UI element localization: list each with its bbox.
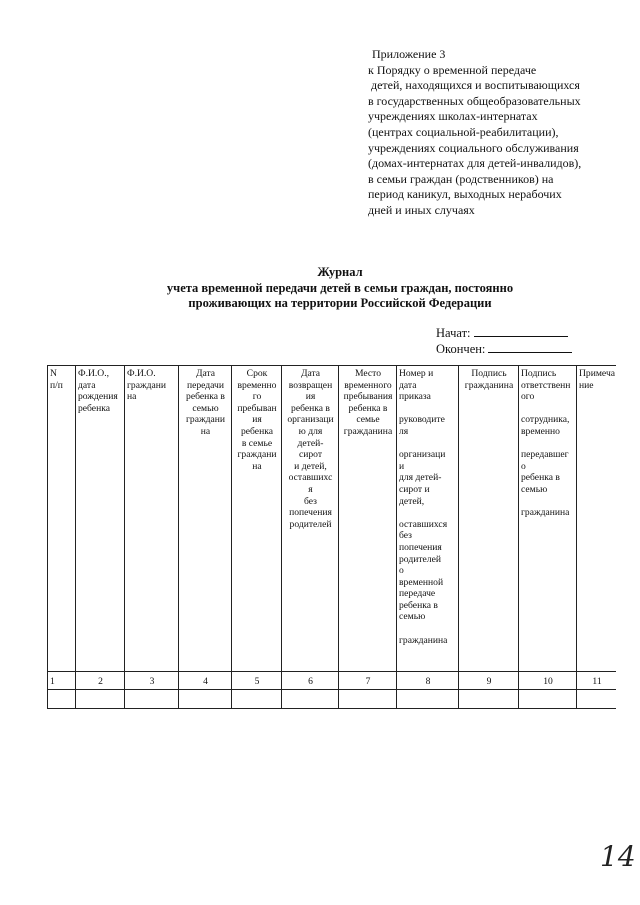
journal-title bbox=[140, 265, 540, 312]
column-number: 11 bbox=[577, 672, 617, 690]
title-line-1: Журнал bbox=[317, 265, 363, 279]
empty-cell[interactable] bbox=[282, 690, 339, 709]
header-cell: Дата возвращен ия ребенка в организаци ю для детей- сирот и детей, оставшихс я без попечения родителей bbox=[282, 366, 339, 672]
ended-blank-line bbox=[488, 341, 572, 353]
empty-cell[interactable] bbox=[577, 690, 617, 709]
appendix-line: (центрах социальной-реабилитации), bbox=[368, 124, 559, 139]
appendix-line: дней и иных случаях bbox=[368, 202, 475, 217]
header-cell: Дата передачи ребенка в семью граждани на bbox=[179, 366, 232, 672]
journal-table bbox=[47, 365, 616, 709]
appendix-line: Приложение 3 bbox=[372, 47, 446, 61]
empty-cell[interactable] bbox=[125, 690, 179, 709]
empty-cell[interactable] bbox=[339, 690, 397, 709]
column-number-row bbox=[48, 672, 617, 690]
empty-cell[interactable] bbox=[459, 690, 519, 709]
title-line-2: учета временной передачи детей в семьи граждан, постоянно bbox=[166, 280, 514, 295]
column-number: 5 bbox=[232, 672, 282, 690]
column-number: 8 bbox=[397, 672, 459, 690]
started-blank-line bbox=[474, 325, 568, 337]
column-number: 7 bbox=[339, 672, 397, 690]
empty-cell[interactable] bbox=[76, 690, 125, 709]
header-cell: Срок временно го пребыван ия ребенка в семье граждани на bbox=[232, 366, 282, 672]
empty-row bbox=[48, 690, 617, 709]
started-label: Начат: bbox=[436, 326, 471, 340]
appendix-block bbox=[368, 47, 630, 219]
appendix-line: учреждениях социального обслуживания bbox=[368, 140, 579, 155]
appendix-line: к Порядку о временной передаче bbox=[368, 62, 537, 77]
column-number: 2 bbox=[76, 672, 125, 690]
column-number: 6 bbox=[282, 672, 339, 690]
column-number: 4 bbox=[179, 672, 232, 690]
header-cell: Ф.И.О. граждани на bbox=[125, 366, 179, 672]
empty-cell[interactable] bbox=[48, 690, 76, 709]
empty-cell[interactable] bbox=[232, 690, 282, 709]
appendix-line: период каникул, выходных нерабочих bbox=[368, 187, 562, 202]
header-cell: Подпись ответственн ого сотрудника, временно передавшег о ребенка в семью гражданина bbox=[519, 366, 577, 672]
empty-cell[interactable] bbox=[397, 690, 459, 709]
appendix-line: (домах-интернатах для детей-инвалидов), bbox=[368, 156, 582, 171]
header-cell: N п/п bbox=[48, 366, 76, 672]
appendix-line: в государственных общеобразовательных bbox=[368, 93, 581, 108]
column-number: 3 bbox=[125, 672, 179, 690]
header-cell: Примеча ние bbox=[577, 366, 617, 672]
appendix-line: учреждениях школах-интернатах bbox=[368, 109, 538, 124]
ended-label: Окончен: bbox=[436, 342, 486, 356]
header-cell: Подпись гражданина bbox=[459, 366, 519, 672]
appendix-line: в семьи граждан (родственников) на bbox=[368, 171, 554, 186]
header-cell: Ф.И.О., дата рождения ребенка bbox=[76, 366, 125, 672]
ended-date-row bbox=[436, 341, 572, 357]
appendix-line: детей, находящихся и воспитывающихся bbox=[371, 78, 580, 93]
empty-cell[interactable] bbox=[179, 690, 232, 709]
column-number: 10 bbox=[519, 672, 577, 690]
header-row bbox=[48, 366, 617, 672]
empty-cell[interactable] bbox=[519, 690, 577, 709]
title-line-3: проживающих на территории Российской Федерации bbox=[188, 296, 492, 310]
column-number: 9 bbox=[459, 672, 519, 690]
header-cell: Номер и дата приказа руководите ля организаци и для детей- сирот и детей, оставшихся без попечения родителей о временной передаче ребенка в семью гражданина bbox=[397, 366, 459, 672]
started-date-row bbox=[436, 325, 568, 341]
handwritten-page-number: 14 bbox=[600, 840, 636, 873]
column-number: 1 bbox=[48, 672, 76, 690]
header-cell: Место временного пребывания ребенка в семье гражданина bbox=[339, 366, 397, 672]
